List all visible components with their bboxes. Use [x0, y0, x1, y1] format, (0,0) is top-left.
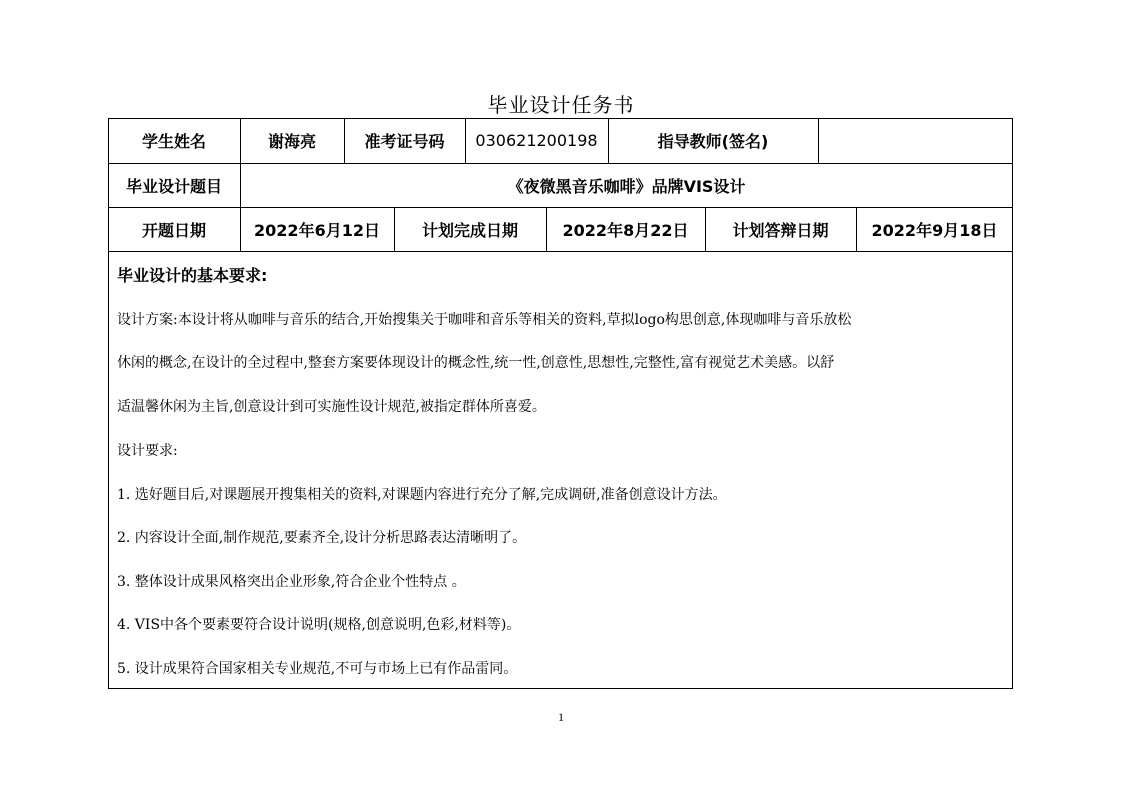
document-title: 毕业设计任务书 — [487, 93, 635, 117]
advisor-label: 指导教师(签名) — [657, 132, 769, 151]
design-plan-line: 休闲的概念,在设计的全过程中,整套方案要体现设计的概念性,统一性,创意性,思想性,完整性,富有视觉艺术美感。以舒 — [117, 355, 835, 371]
topic-value: 《夜微黑音乐咖啡》品牌VIS设计 — [507, 176, 746, 196]
planned-completion-label: 计划完成日期 — [421, 220, 518, 240]
page-number: 1 — [558, 710, 564, 724]
design-requirements-label: 设计要求: — [117, 443, 178, 459]
planned-defense-label: 计划答辩日期 — [732, 220, 829, 240]
requirement-item: 3. 整体设计成果风格突出企业形象,符合企业个性特点 。 — [117, 574, 466, 590]
planned-defense-value: 2022年9月18日 — [871, 220, 998, 240]
exam-id-value: 030621200198 — [475, 131, 598, 150]
design-plan-line: 设计方案:本设计将从咖啡与音乐的结合,开始搜集关于咖啡和音乐等相关的资料,草拟logo构思创意,体现咖啡与音乐放松 — [117, 312, 852, 328]
requirement-item: 4. VIS中各个要素要符合设计说明(规格,创意说明,色彩,材料等)。 — [117, 617, 521, 633]
start-date-label: 开题日期 — [141, 220, 206, 240]
design-plan-line: 适温馨休闲为主旨,创意设计到可实施性设计规范,被指定群体所喜爱。 — [117, 399, 546, 415]
student-name-value: 谢海亮 — [267, 132, 316, 151]
requirement-item: 2. 内容设计全面,制作规范,要素齐全,设计分析思路表达清晰明了。 — [117, 530, 527, 546]
start-date-value: 2022年6月12日 — [254, 220, 380, 240]
exam-id-label: 准考证号码 — [364, 132, 445, 151]
requirements-heading: 毕业设计的基本要求: — [117, 266, 268, 285]
student-name-label: 学生姓名 — [141, 132, 206, 151]
table-divider — [108, 251, 1013, 252]
advisor-signature-field[interactable] — [818, 118, 1013, 163]
requirement-item: 1. 选好题目后,对课题展开搜集相关的资料,对课题内容进行充分了解,完成调研,准备创意设计方法。 — [117, 487, 727, 503]
planned-completion-value: 2022年8月22日 — [562, 220, 689, 240]
topic-label: 毕业设计题目 — [125, 176, 222, 196]
requirement-item: 5. 设计成果符合国家相关专业规范,不可与市场上已有作品雷同。 — [117, 661, 518, 677]
